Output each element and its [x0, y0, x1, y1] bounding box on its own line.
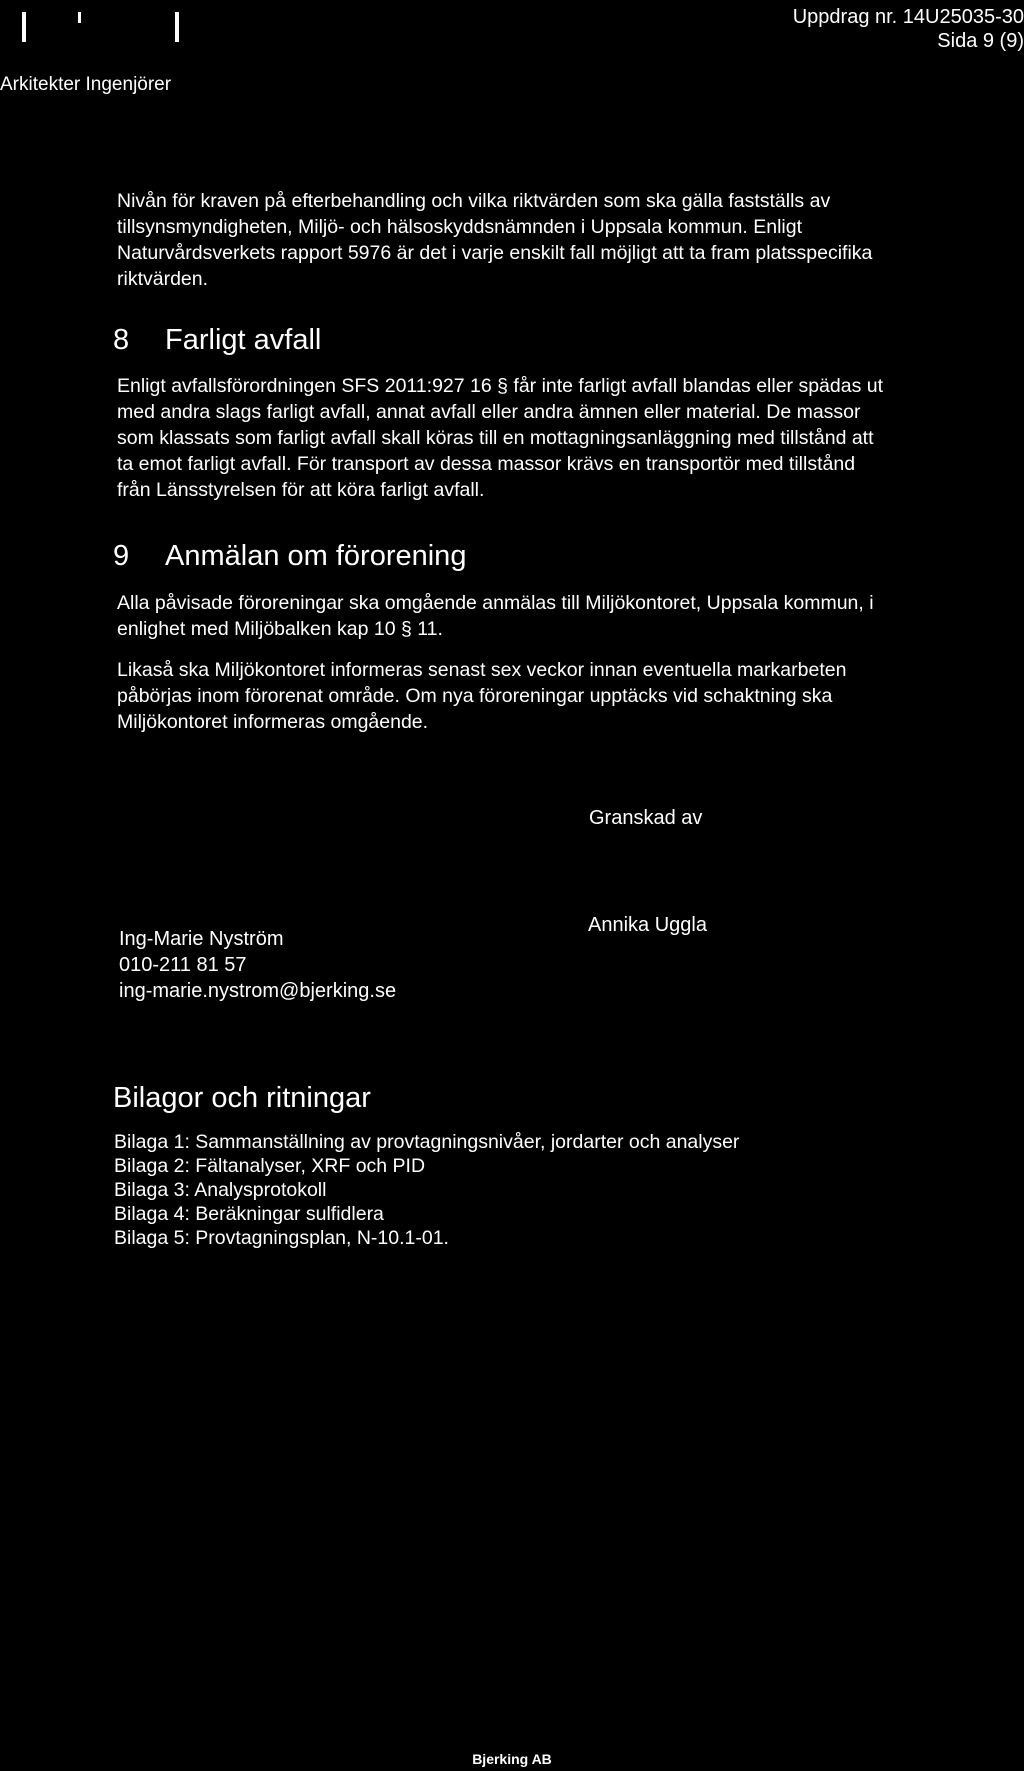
paragraph-line: enlighet med Miljöbalken kap 10 § 11.: [117, 618, 443, 640]
list-item: Bilaga 1: Sammanställning av provtagningsnivåer, jordarter och analyser: [114, 1131, 740, 1153]
list-item: Bilaga 5: Provtagningsplan, N-10.1-01.: [114, 1227, 449, 1249]
section-9-paragraph-2: [117, 657, 846, 735]
author-name: Ing-Marie Nyström: [119, 928, 284, 950]
list-item: Bilaga 3: Analysprotokoll: [114, 1179, 327, 1201]
list-item: Bilaga 4: Beräkningar sulfidlera: [114, 1203, 384, 1225]
paragraph-line: Naturvårdsverkets rapport 5976 är det i varje enskilt fall möjligt att ta fram platsspecifika: [117, 242, 873, 264]
page-number: Sida 9 (9): [937, 30, 1024, 52]
paragraph-line: Alla påvisade föroreningar ska omgående anmälas till Miljökontoret, Uppsala kommun, i: [117, 592, 874, 614]
paragraph-line: riktvärden.: [117, 268, 209, 290]
section-number: 8: [113, 324, 130, 356]
paragraph-line: med andra slags farligt avfall, annat avfall eller andra ämnen eller material. De massor: [117, 401, 861, 423]
paragraph-line: Miljökontoret informeras omgående.: [117, 711, 429, 733]
logo-bar-3: [175, 12, 179, 42]
logo-bar-1: [22, 12, 26, 42]
paragraph-line: Enligt avfallsförordningen SFS 2011:927 16 § får inte farligt avfall blandas eller spädas ut: [117, 375, 884, 397]
section-9-heading: [113, 540, 466, 573]
section-title: Anmälan om förorening: [165, 540, 467, 572]
attachments-list: [114, 1130, 739, 1250]
section-8-paragraph: [117, 373, 883, 503]
assignment-number: Uppdrag nr. 14U25035-30: [792, 6, 1024, 28]
reviewer-name: Annika Uggla: [588, 914, 707, 936]
footer-company: Bjerking AB: [472, 1751, 552, 1767]
paragraph-line: som klassats som farligt avfall skall köras till en mottagningsanläggning med tillstånd att: [117, 427, 874, 449]
paragraph-line: påbörjas inom förorenat område. Om nya föroreningar upptäcks vid schaktning ska: [117, 685, 833, 707]
section-title: Farligt avfall: [165, 324, 322, 356]
section-9-paragraph-1: [117, 590, 874, 642]
author-email: ing-marie.nystrom@bjerking.se: [119, 980, 397, 1002]
company-tagline: Arkitekter Ingenjörer: [0, 74, 172, 95]
intro-paragraph: [117, 188, 872, 292]
reviewed-by-label: Granskad av: [589, 807, 703, 829]
author-phone: 010-211 81 57: [119, 954, 247, 976]
attachments-heading: Bilagor och ritningar: [113, 1082, 371, 1114]
paragraph-line: ta emot farligt avfall. För transport av dessa massor krävs en transportör med tillstånd: [117, 453, 856, 475]
author-block: [119, 926, 396, 1004]
logo-bar-2: [78, 12, 81, 23]
list-item: Bilaga 2: Fältanalyser, XRF och PID: [114, 1155, 426, 1177]
paragraph-line: Nivån för kraven på efterbehandling och vilka riktvärden som ska gälla fastställs av: [117, 190, 831, 212]
section-number: 9: [113, 540, 130, 572]
paragraph-line: Likaså ska Miljökontoret informeras senast sex veckor innan eventuella markarbeten: [117, 659, 847, 681]
paragraph-line: från Länsstyrelsen för att köra farligt avfall.: [117, 479, 485, 501]
section-8-heading: [113, 324, 321, 357]
paragraph-line: tillsynsmyndigheten, Miljö- och hälsoskyddsnämnden i Uppsala kommun. Enligt: [117, 216, 802, 238]
